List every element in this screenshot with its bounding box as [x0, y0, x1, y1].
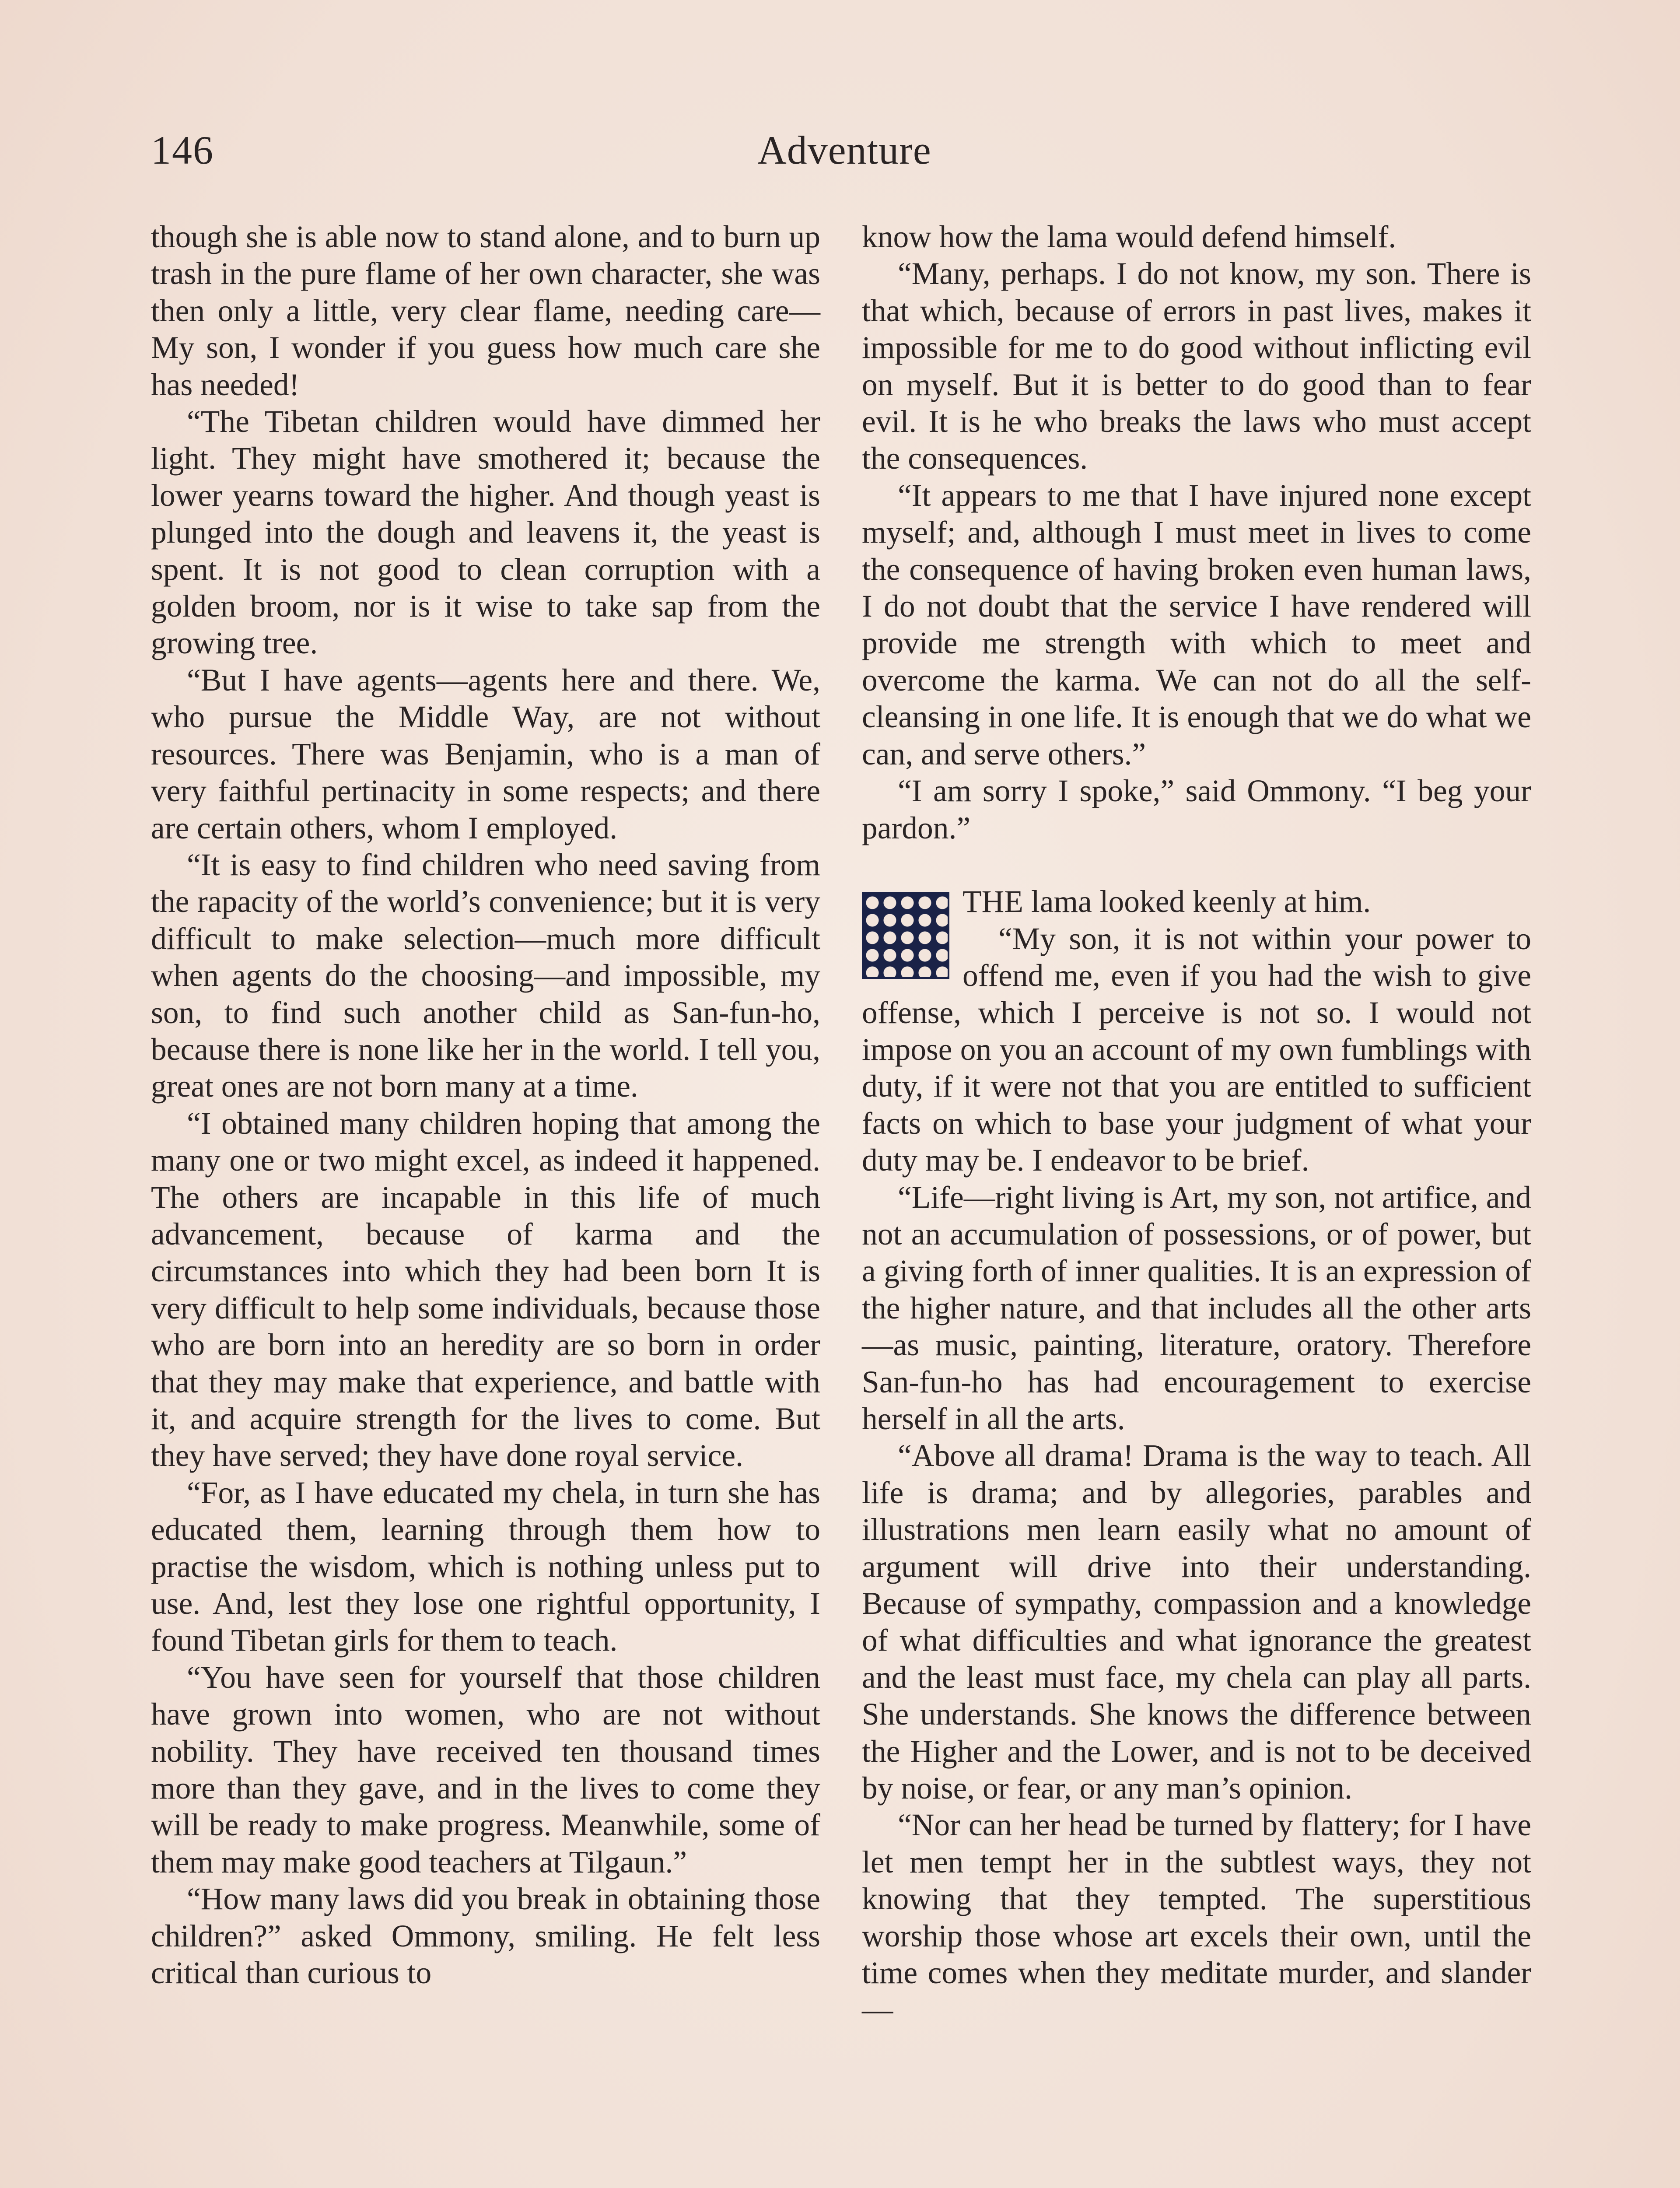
- left-column: [151, 219, 820, 1992]
- paragraph: “How many laws did you break in obtaining those children?” asked Ommony, smiling. He felt less critical than curious to: [151, 1882, 820, 1991]
- paragraph: “I obtained many children hoping that among the many one or two might excel, as indeed it happened. The others are incapable in this life of much advancement, because of karma and the circumstances into which they had been born It is very difficult to help some individuals, because those who are born into an heredity are so born in order that they may make that experience, and battle with it, and acquire strength for the lives to come. But they have served; they have done royal service.: [151, 1106, 820, 1473]
- magazine-title: Adventure: [757, 128, 931, 172]
- paragraph: “Nor can her head be turned by flattery; for I have let men tempt her in the subtlest ways, they not knowing that they tempted. The superstitious worship those whose art excels their own, until the time comes when they meditate murder, and slander—: [862, 1808, 1531, 2027]
- section-lead: THE lama looked keenly at him.: [962, 884, 1371, 919]
- paragraph: “Above all drama! Drama is the way to teach. All life is drama; and by allegories, parables and illustrations men learn easily what no amount of argument will drive into their understanding. Because of sympathy, compassion and a knowledge of what difficulties and what ignorance the greatest and the least must face, my chela can play all parts. She understands. She knows the difference between the Higher and the Lower, and is not to be deceived by noise, or fear, or any man’s opinion.: [862, 1438, 1531, 1806]
- page-number: 146: [151, 128, 214, 172]
- paragraph: “It appears to me that I have injured none except myself; and, although I must meet in lives to come the consequence of having broken even human laws, I do not doubt that the service I have rendered will provide me strength with which to meet and overcome the karma. We can not do all the self-cleansing in one life. It is enough that we do what we can, and serve others.”: [862, 478, 1531, 771]
- paragraph: though she is able now to stand alone, and to burn up trash in the pure flame of her own character, she was then only a little, very clear flame, needing care— My son, I wonder if you guess how much care she has needed!: [151, 220, 820, 402]
- ornamental-drop-cap-icon: [862, 892, 949, 979]
- paragraph: “I am sorry I spoke,” said Ommony. “I beg your pardon.”: [862, 774, 1531, 845]
- paragraph: “You have seen for yourself that those children have grown into women, who are not without nobility. They have received ten thousand times more than they gave, and in the lives to come they will be ready to make progress. Meanwhile, some of them may make good teachers at Tilgaun.”: [151, 1660, 820, 1879]
- paragraph: “It is easy to find children who need saving from the rapacity of the world’s convenience; but it is very difficult to make selection—much more difficult when agents do the choosing—and impossible, my son, to find such another child as San-fun-ho, because there is none like her in the world. I tell you, great ones are not born many at a time.: [151, 847, 820, 1104]
- paragraph: “The Tibetan children would have dimmed her light. They might have smothered it; because the lower yearns toward the higher. And though yeast is plunged into the dough and leavens it, the yeast is spent. It is not good to clean corruption with a golden broom, nor is it wise to take sap from the growing tree.: [151, 404, 820, 661]
- right-column: [862, 219, 1531, 2029]
- paragraph: “My son, it is not within your power to offend me, even if you had the wish to give offense, which I perceive is not so. I would not impose on you an account of my own fumblings with duty, if it were not that you are entitled to sufficient facts on which to base your judgment of what your duty may be. I endeavor to be brief.: [862, 921, 1531, 1178]
- paragraph: “But I have agents—agents here and there. We, who pursue the Middle Way, are not without resources. There was Benjamin, who is a man of very faithful pertinacity in some respects; and there are certain others, whom I employed.: [151, 663, 820, 845]
- page-header: [151, 127, 1538, 193]
- paragraph: “Life—right living is Art, my son, not artifice, and not an accumulation of possessions, or of power, but a giving forth of inner qualities. It is an expression of the higher nature, and that includes all the other arts—as music, painting, literature, oratory. Therefore San-fun-ho has had encouragement to exercise herself in all the arts.: [862, 1180, 1531, 1436]
- paragraph: “Many, perhaps. I do not know, my son. There is that which, because of errors in past lives, makes it impossible for me to do good without inflicting evil on myself. But it is better to do good than to fear evil. It is he who breaks the laws who must accept the consequences.: [862, 256, 1531, 476]
- section-spacer: [862, 847, 1531, 884]
- section-break: [862, 884, 1531, 1179]
- paragraph: “For, as I have educated my chela, in turn she has educated them, learning through them how to practise the wisdom, which is nothing unless put to use. And, lest they lose one rightful opportunity, I found Tibetan girls for them to teach.: [151, 1475, 820, 1658]
- paragraph: know how the lama would defend himself.: [862, 220, 1396, 254]
